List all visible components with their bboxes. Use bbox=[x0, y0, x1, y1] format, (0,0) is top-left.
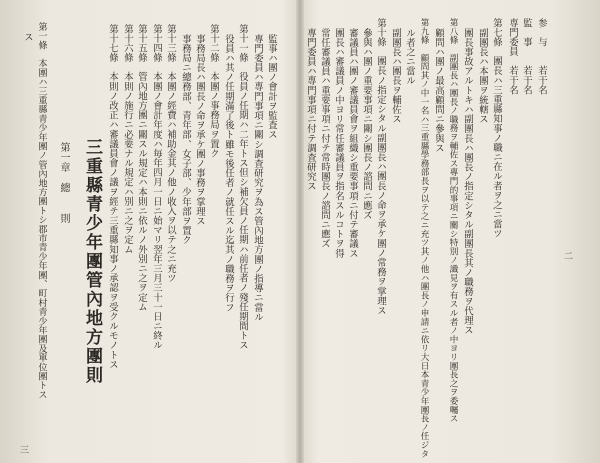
right-line-14: 審議員ハ團ノ審議員會ヲ組織シ重要事項ニ付テ審議ス bbox=[347, 28, 358, 259]
right-line-17: 專門委員ハ專門事項ニ付テ調査研究ス bbox=[305, 28, 316, 192]
right-line-3: 専門委員 若干名 bbox=[507, 18, 518, 95]
right-line-10: ル者之ニ當ル bbox=[404, 28, 415, 86]
left-line-8: 第十三條 本團ノ經費ハ補助金其ノ他ノ收入ヲ以テ之ニ充ツ bbox=[165, 24, 176, 283]
right-page bbox=[302, 0, 600, 463]
document-title: 三重縣青少年團管內地方團則 bbox=[82, 138, 102, 385]
right-line-12: 第十條 團長ノ指定シタル副團長ハ團長ノ命ヲ承ケ團ノ常務ヲ掌理ス bbox=[375, 18, 386, 316]
left-line-10: 第十五條 管內地方團ニ關スル規定ハ本則ニ依ルノ外別ニ之ヲ定ム bbox=[136, 24, 147, 312]
right-line-15: 團長ハ審議員ノ中ヨリ常任審議員ヲ指名スルコトヲ得 bbox=[333, 28, 344, 259]
right-line-4: 第七條 團長ハ三重縣知事ノ職ニ在ル者ヲ之ニ當ツ bbox=[491, 18, 502, 239]
left-line-12: 第十七條 本則ノ改正ハ審議員會ノ議ヲ經テ三重縣知事ノ承認ヲ受クルモノトス bbox=[107, 24, 118, 370]
left-line-3: 第十一條 役員ノ任期ハ二年トス但シ補欠員ノ任期ハ前任者ノ殘任期間トス bbox=[237, 24, 248, 351]
left-line-7: 事務局ニ總務部、青年部、女子部、少年部ヲ置ク bbox=[180, 34, 191, 245]
left-page bbox=[0, 0, 298, 463]
right-line-2: 監 事 若干名 bbox=[521, 18, 532, 95]
right-line-1: 参 与 若干名 bbox=[536, 18, 547, 95]
right-line-13: 參與ハ團ノ重要事項ニ關シ團長ノ諮問ニ應ズ bbox=[361, 28, 372, 220]
left-line-9: 第十四條 本團ノ會計年度ハ毎年四月一日ニ始マリ翌年三月三十一日ニ終ル bbox=[151, 24, 162, 351]
left-line-11: 第十六條 本則ノ施行ニ必要ナル規定ハ別ニ之ヲ定ム bbox=[122, 24, 133, 255]
article-1-line-1: 第一條 本團ハ三重縣青少年團ノ管內地方團トシ郡市青少年團、町村青少年團及單位團トス bbox=[36, 22, 47, 400]
page-number-right: 二 bbox=[564, 252, 574, 262]
right-line-16: 常任審議員ハ重要事項ニ付テ常時團長ノ諮問ニ應ズ bbox=[319, 28, 330, 249]
page-number-left: 三 bbox=[20, 446, 30, 456]
right-line-9: 第九條 顧問其ノ中一名ハ三重縣學務部長ヲ以テ之ニ充ツ其ノ他ハ團長ノ申請ニ依リ大日本青少年團長ノ任ジタ bbox=[419, 18, 429, 458]
article-1-line-2: ス bbox=[22, 32, 33, 42]
right-line-11: 副團長ハ團長ヲ輔佐ス bbox=[390, 28, 401, 124]
left-line-4: 役員ハ其ノ任期滿了後ト雖モ後任者ノ就任スル迄其ノ職務ヲ行フ bbox=[223, 34, 234, 313]
right-line-6: 團長事故アルトキハ副團長ハ團長ノ指定シタル副團長其ノ職務ヲ代理ス bbox=[462, 28, 473, 335]
left-line-5: 第十二條 本團ノ事務局ヲ置ク bbox=[208, 24, 219, 159]
chapter-heading: 第一章 總 則 bbox=[58, 142, 69, 224]
right-line-5: 副團長ハ本團ヲ統轄ス bbox=[477, 28, 488, 124]
left-line-2: 專門委員ハ專門事項ニ關シ調査研究ヲ為ス管內地方團ノ指導ニ當ル bbox=[252, 34, 263, 322]
right-line-7: 第八條 副團長ハ團長ノ職務ヲ輔佐ス專門的事項ニ關シ特別ノ識見ヲ有スル者ノ中ヨリ團長之ヲ委囑ス bbox=[448, 18, 458, 423]
left-line-6: 事務局長ハ團長ノ命ヲ承ケ團ノ事務ヲ掌理ス bbox=[194, 34, 205, 226]
left-line-1: 監事ハ團ノ會計ヲ監査ス bbox=[266, 34, 277, 140]
right-line-8: 顧問ハ團ノ最高顧問ニ參與ス bbox=[433, 28, 444, 153]
